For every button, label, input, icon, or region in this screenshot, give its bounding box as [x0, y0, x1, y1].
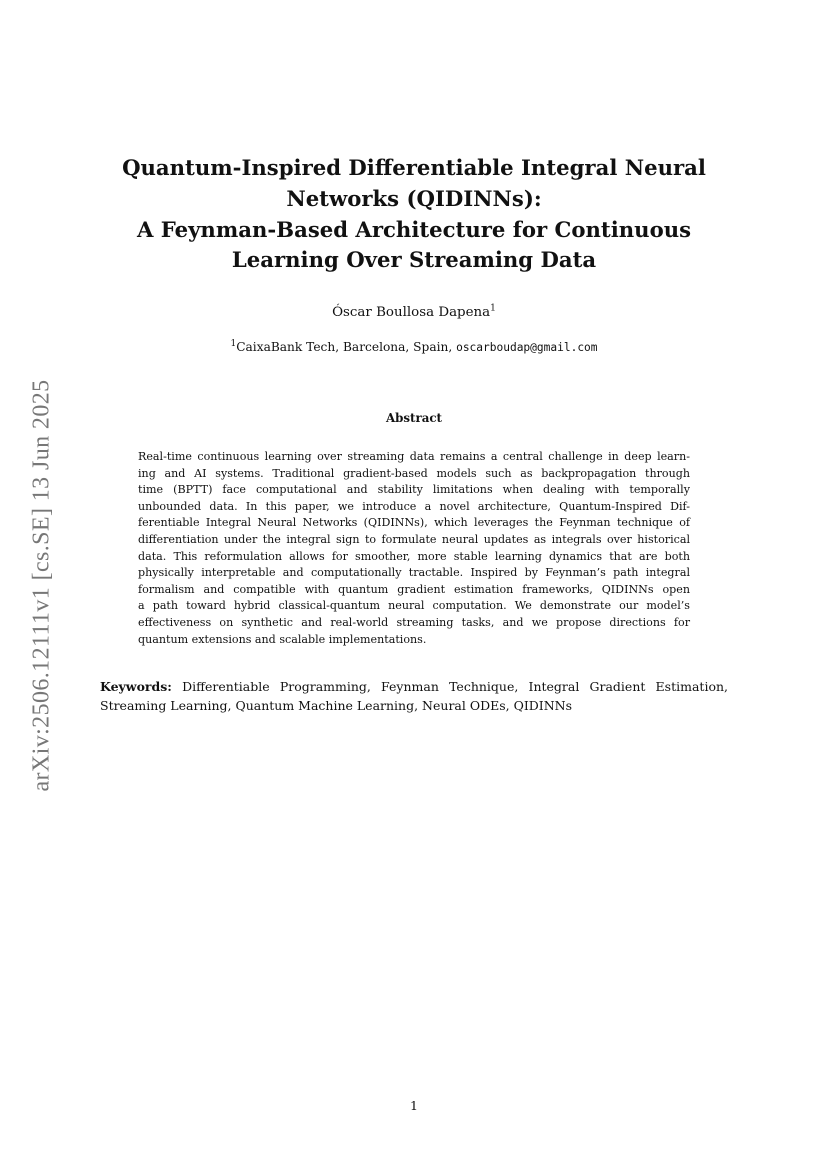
author-block: [100, 304, 728, 322]
title-line: A Feynman-Based Architecture for Continuous: [136, 216, 692, 242]
abstract-line: ing and AI systems. Traditional gradient-based models such as backpropagation through: [138, 466, 690, 480]
abstract-heading: Abstract: [386, 411, 442, 425]
abstract-line: unbounded data. In this paper, we introduce a novel architecture, Quantum-Inspired Dif-: [138, 499, 690, 513]
abstract-line: a path toward hybrid classical-quantum neural computation. We demonstrate our model’s: [138, 599, 690, 613]
abstract-body: [138, 449, 690, 648]
author-affiliation-mark: 1: [490, 303, 496, 314]
abstract-line: ferentiable Integral Neural Networks (QIDINNs), which leverages the Feynman technique of: [138, 516, 690, 530]
keywords-list-part2: Streaming Learning, Quantum Machine Learning, Neural ODEs, QIDINNs: [100, 697, 573, 713]
abstract-line: formalism and compatible with quantum gradient estimation frameworks, QIDINNs open: [138, 582, 690, 596]
author-email[interactable]: oscarboudap@gmail.com: [456, 341, 598, 354]
affiliation-block: [100, 339, 728, 356]
affiliation-mark: 1: [230, 338, 237, 349]
abstract-line: quantum extensions and scalable implementations.: [138, 632, 427, 646]
arxiv-identifier-text: arXiv:2506.12111v1 [cs.SE] 13 Jun 2025: [28, 378, 55, 792]
paper-title: [100, 153, 728, 276]
title-line: Learning Over Streaming Data: [231, 247, 597, 273]
title-line: Quantum-Inspired Differentiable Integral Neural: [122, 155, 706, 180]
title-line: Networks (QIDINNs):: [286, 185, 542, 211]
author-name: Óscar Boullosa Dapena: [332, 305, 491, 320]
abstract-line: Real-time continuous learning over streaming data remains a central challenge in deep learn-: [138, 450, 690, 463]
keywords-line: [100, 678, 728, 697]
abstract-line: differentiation under the integral sign to formulate neural updates as integrals over historical: [138, 532, 690, 546]
keywords-block: [100, 678, 728, 715]
affiliation-text: CaixaBank Tech, Barcelona, Spain,: [236, 340, 457, 354]
keywords-label: Keywords:: [100, 679, 172, 694]
arxiv-identifier-stamp: [24, 345, 60, 825]
keywords-list-part1: Differentiable Programming, Feynman Technique, Integral Gradient Estimation,: [182, 679, 728, 694]
abstract-line: time (BPTT) face computational and stability limitations when dealing with temporally: [138, 483, 690, 497]
abstract-line: data. This reformulation allows for smoother, more stable learning dynamics that are both: [138, 549, 690, 563]
page-number: 1: [410, 1098, 418, 1113]
abstract-line: physically interpretable and computationally tractable. Inspired by Feynman’s path integral: [138, 566, 690, 580]
abstract-line: effectiveness on synthetic and real-world streaming tasks, and we propose directions for: [138, 615, 690, 629]
